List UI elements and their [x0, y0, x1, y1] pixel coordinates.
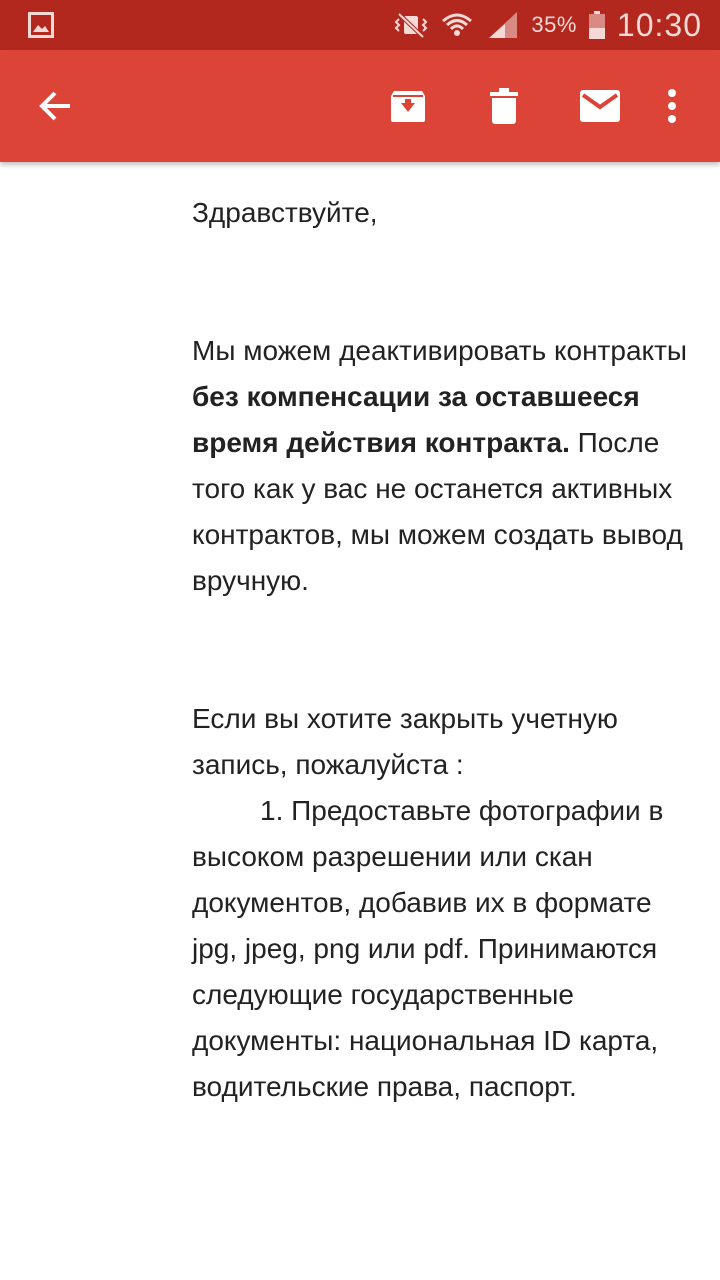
delete-button[interactable]	[468, 50, 540, 162]
more-options-button[interactable]	[640, 50, 704, 162]
archive-icon	[389, 87, 427, 125]
status-icons	[393, 6, 702, 44]
app-bar	[0, 50, 720, 162]
paragraph-contracts-bold: без компенсации за оставшееся время действия контракта.	[192, 381, 640, 458]
paragraph-contracts	[192, 328, 692, 604]
signal-icon	[485, 10, 521, 40]
battery-percent: 35%	[531, 12, 577, 37]
clock: 10:30	[616, 6, 702, 43]
mail-icon	[579, 89, 621, 123]
gallery-notification-icon	[28, 12, 54, 38]
back-button[interactable]	[20, 50, 92, 162]
battery-icon	[587, 10, 607, 40]
archive-button[interactable]	[372, 50, 444, 162]
greeting: Здравствуйте,	[192, 197, 378, 228]
paragraph-close-account: Если вы хотите закрыть учетную запись, пожалуйста :	[192, 703, 618, 780]
list-item	[192, 788, 692, 1110]
delete-icon	[488, 87, 520, 125]
back-arrow-icon	[38, 88, 74, 124]
email-body	[192, 190, 692, 1110]
list-item-text: 1. Предоставьте фотографии в высоком разрешении или скан документов, добавив их в формате jpg, jpeg, png или pdf. Принимаются следующие государственные документы: национальная ID карта, водительские права, паспорт.	[192, 795, 664, 1102]
more-vert-icon	[667, 89, 677, 123]
paragraph-contracts-text-b: После того как у вас не останется активных контрактов, мы можем создать вывод вручную.	[192, 427, 683, 596]
mark-unread-button[interactable]	[564, 50, 636, 162]
status-bar	[0, 0, 720, 50]
wifi-icon	[439, 10, 475, 40]
paragraph-contracts-text-a: Мы можем деактивировать контракты	[192, 335, 688, 366]
vibrate-mute-icon	[393, 10, 429, 40]
